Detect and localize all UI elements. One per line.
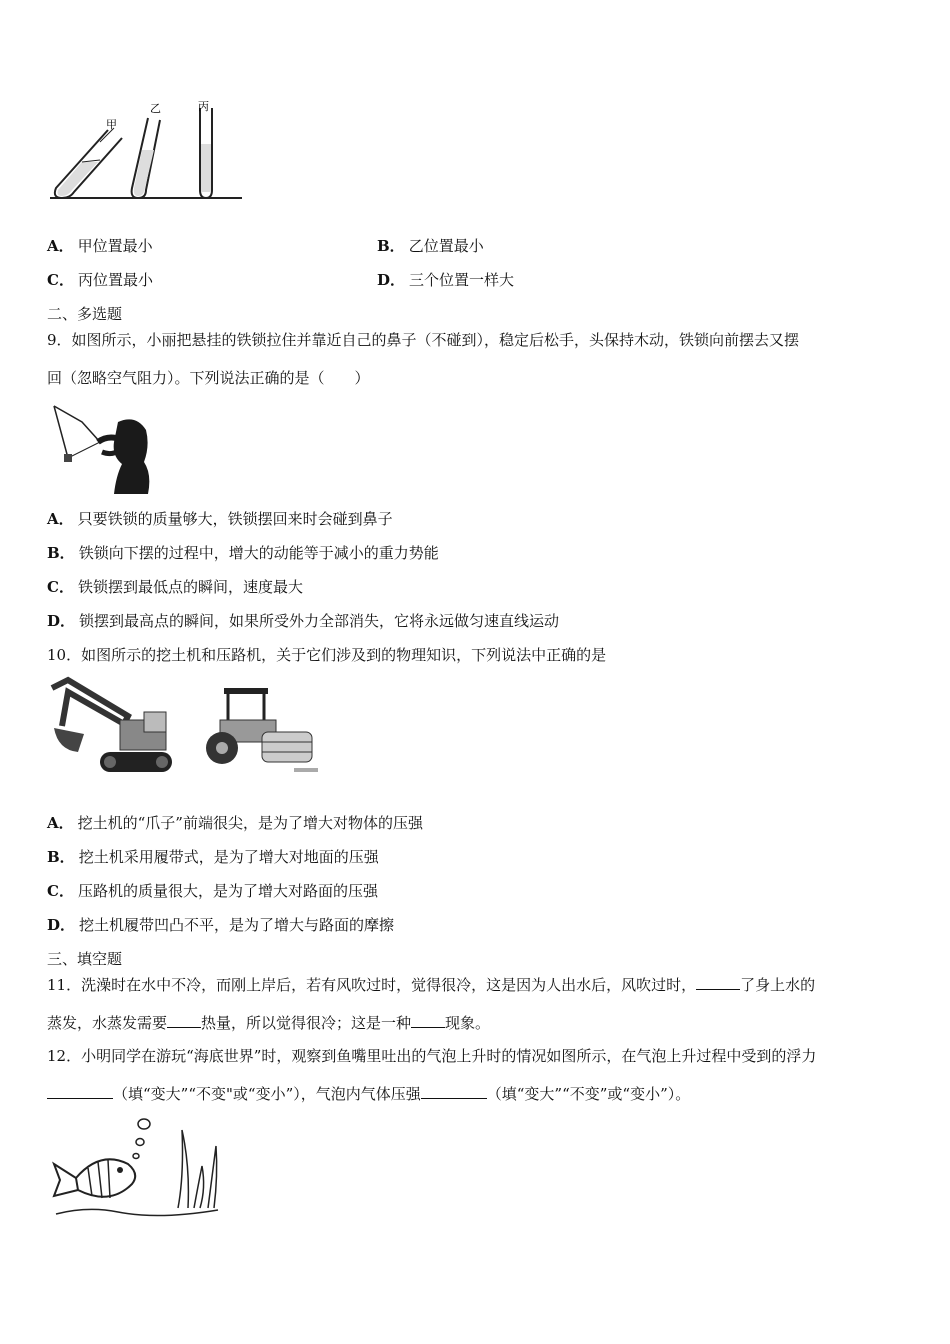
q8-option-d: D． 三个位置一样大 <box>377 271 515 289</box>
road-roller <box>206 688 318 772</box>
q10-option-b: B． 挖土机采用履带式，是为了增大对地面的压强 <box>47 848 379 866</box>
q9-option-c: C． 铁锁摆到最低点的瞬间，速度最大 <box>47 578 303 596</box>
bubble-middle <box>136 1139 144 1146</box>
tube-jia <box>55 130 122 198</box>
q9-option-d: D． 锁摆到最高点的瞬间，如果所受外力全部消失，它将永远做匀速直线运动 <box>47 612 560 630</box>
seaweed <box>178 1130 217 1208</box>
q11-blank-2[interactable] <box>167 1013 201 1028</box>
bubble-top <box>138 1119 150 1129</box>
q12-blank-1[interactable] <box>47 1084 113 1099</box>
q9-option-a: A． 只要铁锁的质量够大，铁锁摆回来时会碰到鼻子 <box>47 510 393 528</box>
label-jia: 甲 <box>106 118 117 131</box>
excavator <box>52 680 172 772</box>
q9-stem-line1: 9．如图所示，小丽把悬挂的铁锁拉住并靠近自己的鼻子（不碰到），稳定后松手，头保持木动，铁锁向前摆去又摆 <box>47 331 800 349</box>
q11-line1: 11．洗澡时在水中不冷，而刚上岸后，若有风吹过时，觉得很冷，这是因为人出水后，风吹过时， 了身上水的 <box>47 976 816 994</box>
label-bing: 丙 <box>198 100 209 113</box>
q8-option-a: A． 甲位置最小 <box>47 237 153 255</box>
tube-yi <box>132 118 160 198</box>
tube-bing <box>200 108 212 198</box>
q9-stem-line2: 回（忽略空气阻力）。下列说法正确的是（ ） <box>47 369 370 387</box>
q10-option-a: A． 挖土机的“爪子”前端很尖，是为了增大对物体的压强 <box>47 814 423 832</box>
q8-option-b: B． 乙位置最小 <box>377 237 484 255</box>
q10-stem: 10．如图所示的挖土机和压路机，关于它们涉及到的物理知识，下列说法中正确的是 <box>47 646 607 664</box>
fish-bubbles-figure <box>48 1116 228 1224</box>
fish <box>54 1159 135 1198</box>
q10-option-d: D． 挖土机履带凹凸不平，是为了增大与路面的摩擦 <box>47 916 395 934</box>
section-heading-multi: 二、多选题 <box>47 305 123 323</box>
label-yi: 乙 <box>150 102 161 115</box>
q9-option-b: B． 铁锁向下摆的过程中，增大的动能等于减小的重力势能 <box>47 544 439 562</box>
test-tubes-figure <box>46 98 246 208</box>
q11-line2: 蒸发，水蒸发需要 热量，所以觉得很冷；这是一种 现象。 <box>47 1014 491 1032</box>
section-heading-fill: 三、填空题 <box>47 950 123 968</box>
q12-line1: 12．小明同学在游玩“海底世界”时，观察到鱼嘴里吐出的气泡上升时的情况如图所示，在气泡上升过程中受到的浮力 <box>47 1047 817 1065</box>
excavator-roller-figure <box>48 676 328 780</box>
bubble-bottom <box>133 1154 139 1159</box>
q10-option-c: C． 压路机的质量很大，是为了增大对路面的压强 <box>47 882 378 900</box>
q8-option-c: C． 丙位置最小 <box>47 271 153 289</box>
q11-blank-1[interactable] <box>696 975 740 990</box>
q12-blank-2[interactable] <box>421 1084 487 1099</box>
q11-blank-3[interactable] <box>411 1013 445 1028</box>
seabed-line <box>56 1209 218 1215</box>
q12-line2: （填“变大”“不变"或“变小”），气泡内气体压强 （填“变大”“不变”或“变小”）。 <box>47 1084 690 1104</box>
iron-lock-figure <box>48 402 158 498</box>
